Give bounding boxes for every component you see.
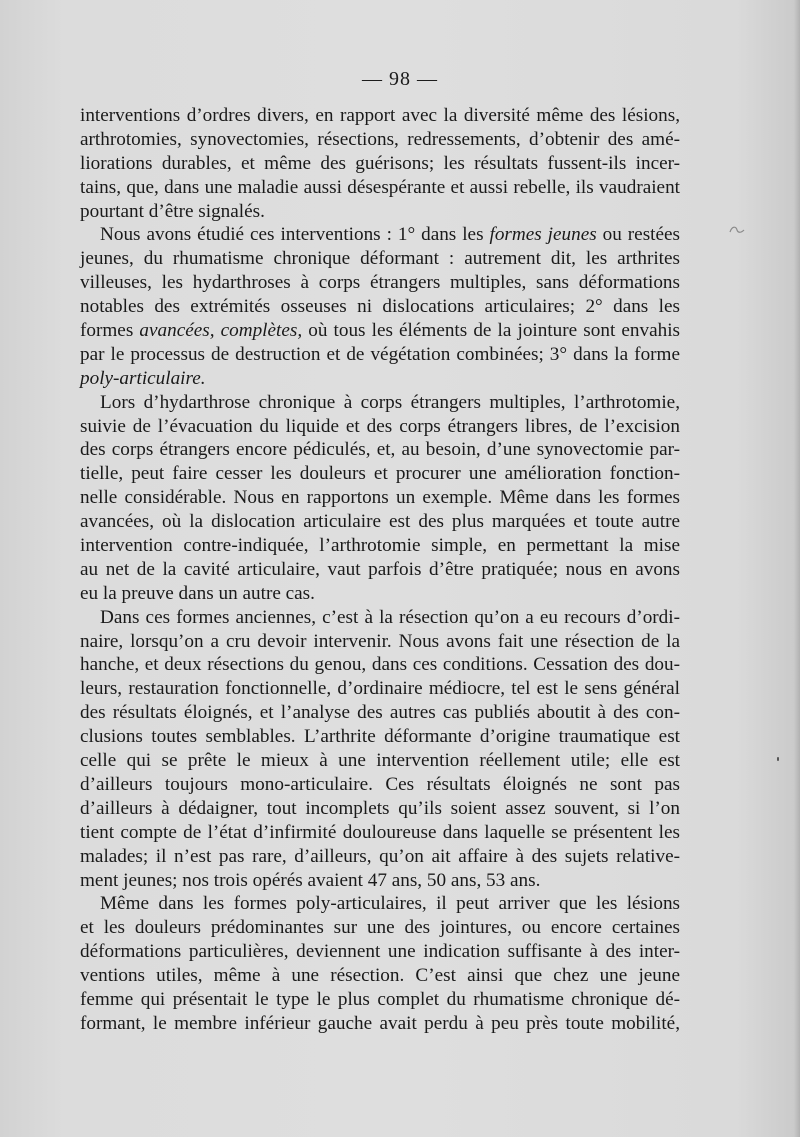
text-line: tains, que, dans une maladie aussi désespérante et aussi rebelle, ils vaudraient: [80, 176, 680, 198]
text-line: avancées, où la dislocation articulaire est des plus marquées et toute autre: [80, 511, 680, 533]
text-line: [80, 223, 680, 247]
text-line: nelle considérable. Nous en rapportons un exemple. Même dans les formes: [80, 487, 680, 509]
text-line: déformations particulières, deviennent une indication suffisante à des inter-: [80, 941, 680, 963]
text-line: par le processus de destruction et de végétation combinées; 3° dans la forme: [80, 343, 680, 365]
text-line: d’ailleurs toujours mono-articulaire. Ces résultats éloignés ne sont pas: [80, 773, 680, 795]
text-line: celle qui se prête le mieux à une intervention réellement utile; elle est: [80, 750, 680, 772]
text-line: pourtant d’être signalés.: [80, 200, 265, 222]
text-line: malades; il n’est pas rare, d’ailleurs, qu’on ait affaire à des sujets relative-: [80, 845, 680, 867]
text-line: et les douleurs prédominantes sur une des jointures, ou encore certaines: [80, 917, 680, 939]
text-line: ventions utiles, même à une résection. C’est ainsi que chez une jeune: [80, 965, 680, 987]
text-line: femme qui présentait le type le plus complet du rhumatisme chronique dé-: [80, 988, 680, 1010]
text-segment: formes: [80, 320, 140, 342]
page-number: — 98 —: [362, 68, 438, 90]
text-line: tient compte de l’état d’infirmité douloureuse dans laquelle se présentent les: [80, 821, 680, 843]
text-line: suivie de l’évacuation du liquide et des corps étrangers libres, de l’excision: [80, 415, 680, 437]
text-line: d’ailleurs à dédaigner, tout incomplets qu’ils soient assez souvent, si l’on: [80, 797, 680, 819]
page-edge-shadow: [794, 0, 800, 1137]
italic-phrase: avancées, complètes,: [139, 320, 303, 342]
text-line: naire, lorsqu’on a cru devoir intervenir. Nous avons fait une résection de la: [80, 630, 680, 652]
text-line: formant, le membre inférieur gauche avait perdu à peu près toute mobilité,: [80, 1012, 680, 1034]
text-segment: Nous avons étudié ces interventions : 1° dans les: [100, 224, 490, 246]
text-line: villeuses, les hydarthroses à corps étrangers multiples, sans déformations: [80, 272, 680, 294]
text-line: Même dans les formes poly-articulaires, il peut arriver que les lésions: [100, 893, 680, 915]
text-line: au net de la cavité articulaire, vaut parfois d’être pratiquée; nous en avons: [80, 558, 680, 580]
text-line: clusions toutes semblables. L’arthrite déformante d’origine traumatique est: [80, 726, 680, 748]
text-line: tielle, peut faire cesser les douleurs et procurer une amélioration fonction-: [80, 463, 680, 485]
text-line: ment jeunes; nos trois opérés avaient 47 ans, 50 ans, 53 ans.: [80, 869, 541, 891]
text-line: [80, 367, 680, 391]
italic-phrase: formes jeunes: [489, 224, 597, 246]
text-line: des résultats éloignés, et l’analyse des autres cas publiés aboutit à des con-: [80, 702, 680, 724]
text-line: interventions d’ordres divers, en rapport avec la diversité même des lésions,: [80, 105, 680, 126]
text-line: eu la preuve dans un autre cas.: [80, 582, 315, 604]
text-line: intervention contre-indiquée, l’arthrotomie simple, en permettant la mise: [80, 535, 680, 557]
marginal-mark-icon: [728, 224, 746, 236]
text-segment: où tous les éléments de la jointure sont envahis: [302, 320, 680, 342]
text-line: notables des extrémités osseuses ni dislocations articulaires; 2° dans les: [80, 296, 680, 318]
text-line: jeunes, du rhumatisme chronique déformant : autrement dit, les arthrites: [80, 248, 680, 270]
text-line: [80, 319, 680, 343]
text-line: leurs, restauration fonctionnelle, d’ordinaire médiocre, tel est le sens général: [80, 678, 680, 700]
text-segment: ou restées: [596, 224, 680, 246]
text-line: liorations durables, et même des guérisons; les résultats fussent-ils incer-: [80, 152, 680, 174]
body-text: [80, 104, 680, 1036]
text-line: des corps étrangers encore pédiculés, et, au besoin, d’une synovectomie par-: [80, 439, 680, 461]
text-line: Lors d’hydarthrose chronique à corps étrangers multiples, l’arthrotomie,: [100, 391, 680, 413]
italic-phrase: poly-articulaire.: [80, 367, 206, 389]
text-line: arthrotomies, synovectomies, résections, redressements, d’obtenir des amé-: [80, 128, 680, 150]
paper-speck: [777, 757, 779, 761]
text-line: Dans ces formes anciennes, c’est à la résection qu’on a eu recours d’ordi-: [100, 606, 680, 628]
text-line: hanche, et deux résections du genou, dans ces conditions. Cessation des dou-: [80, 654, 680, 676]
